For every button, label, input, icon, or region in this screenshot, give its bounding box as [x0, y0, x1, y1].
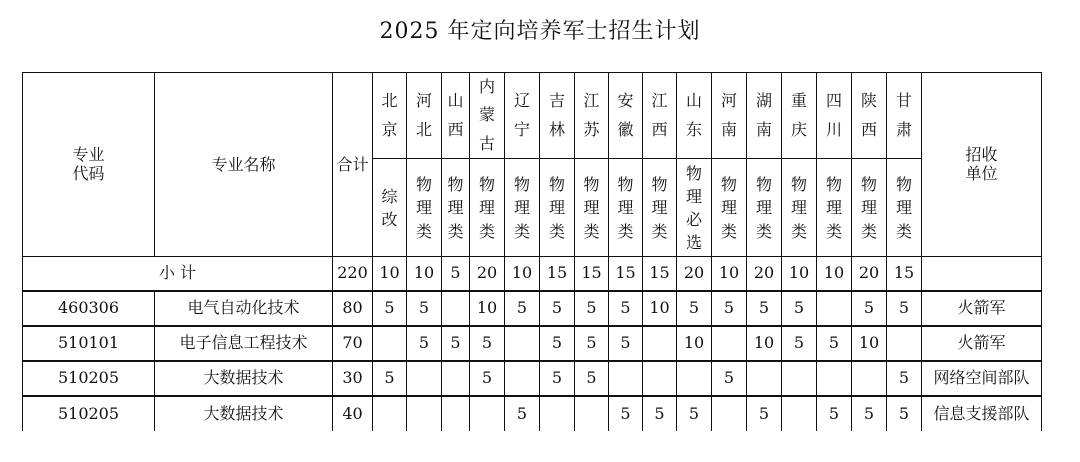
quota-value	[643, 326, 677, 361]
subtotal-value: 20	[747, 257, 782, 291]
header-code	[23, 73, 155, 257]
enrollment-plan-table	[22, 72, 1042, 431]
quota-value: 5	[747, 291, 782, 326]
header-name: 专业名称	[155, 73, 333, 257]
header-subject	[505, 159, 540, 257]
quota-value: 5	[407, 291, 442, 326]
province-name: 吉林	[548, 91, 565, 139]
quota-value	[887, 326, 922, 361]
quota-value	[373, 396, 407, 431]
quota-value	[407, 396, 442, 431]
recruiting-unit: 信息支援部队	[922, 396, 1042, 431]
subject-requirement: 物理类	[755, 175, 772, 241]
header-province	[887, 73, 922, 159]
row-total: 40	[333, 396, 373, 431]
recruiting-unit: 火箭军	[922, 326, 1042, 361]
subject-requirement: 物理类	[895, 175, 912, 241]
quota-value	[609, 361, 643, 396]
quota-value: 5	[407, 326, 442, 361]
header-subject	[575, 159, 609, 257]
quota-value: 10	[470, 291, 505, 326]
header-subject	[540, 159, 575, 257]
quota-value	[643, 361, 677, 396]
quota-value: 5	[887, 396, 922, 431]
header-subject	[609, 159, 643, 257]
subtotal-value: 15	[887, 257, 922, 291]
header-province	[540, 73, 575, 159]
subtotal-value: 15	[609, 257, 643, 291]
major-code: 460306	[23, 291, 155, 326]
quota-value: 5	[505, 396, 540, 431]
quota-value	[747, 361, 782, 396]
province-name: 山西	[447, 91, 464, 139]
header-province	[373, 73, 407, 159]
header-province	[677, 73, 712, 159]
subtotal-value: 20	[852, 257, 887, 291]
quota-value: 5	[442, 326, 470, 361]
quota-value: 5	[505, 291, 540, 326]
subject-requirement: 物理类	[617, 175, 634, 241]
subject-requirement: 物理必选	[685, 163, 702, 253]
quota-value: 10	[643, 291, 677, 326]
major-code: 510101	[23, 326, 155, 361]
quota-value: 5	[373, 291, 407, 326]
quota-value	[712, 326, 747, 361]
header-province	[609, 73, 643, 159]
quota-value: 5	[643, 396, 677, 431]
header-subject	[852, 159, 887, 257]
quota-value: 5	[575, 291, 609, 326]
quota-value	[575, 396, 609, 431]
table-row	[23, 291, 1042, 326]
header-province	[712, 73, 747, 159]
quota-value	[817, 361, 852, 396]
subtotal-value: 10	[712, 257, 747, 291]
table-row	[23, 361, 1042, 396]
quota-value: 5	[712, 361, 747, 396]
header-total: 合计	[333, 73, 373, 257]
header-province	[852, 73, 887, 159]
quota-value	[505, 326, 540, 361]
quota-value: 5	[575, 326, 609, 361]
header-subject	[677, 159, 712, 257]
major-code: 510205	[23, 361, 155, 396]
quota-value: 5	[677, 396, 712, 431]
table-row	[23, 326, 1042, 361]
province-name: 甘肃	[895, 91, 912, 139]
quota-value	[712, 396, 747, 431]
province-name: 重庆	[790, 91, 807, 139]
subject-requirement: 物理类	[548, 175, 565, 241]
subject-requirement: 物理类	[720, 175, 737, 241]
quota-value: 5	[540, 326, 575, 361]
quota-value: 5	[712, 291, 747, 326]
subject-requirement: 物理类	[415, 175, 432, 241]
province-name: 陕西	[860, 91, 877, 139]
header-subject	[407, 159, 442, 257]
province-name: 北京	[381, 91, 398, 139]
quota-value	[540, 396, 575, 431]
quota-value	[677, 361, 712, 396]
header-unit-label: 招收 单位	[965, 145, 998, 183]
quota-value: 5	[782, 326, 817, 361]
major-name: 电子信息工程技术	[155, 326, 333, 361]
header-subject	[747, 159, 782, 257]
subtotal-value: 10	[782, 257, 817, 291]
quota-value: 5	[540, 361, 575, 396]
subtotal-value: 15	[643, 257, 677, 291]
subject-requirement: 物理类	[790, 175, 807, 241]
quota-value: 5	[575, 361, 609, 396]
row-total: 80	[333, 291, 373, 326]
quota-value: 10	[677, 326, 712, 361]
subject-requirement: 物理类	[513, 175, 530, 241]
quota-value: 5	[887, 291, 922, 326]
row-total: 30	[333, 361, 373, 396]
header-subject	[373, 159, 407, 257]
subtotal-value: 10	[505, 257, 540, 291]
major-name: 电气自动化技术	[155, 291, 333, 326]
province-name: 安徽	[617, 91, 634, 139]
table-row	[23, 396, 1042, 431]
subject-requirement: 物理类	[860, 175, 877, 241]
province-name: 江苏	[583, 91, 600, 139]
quota-value	[442, 361, 470, 396]
quota-value: 5	[373, 361, 407, 396]
subject-requirement: 物理类	[478, 175, 495, 241]
subject-requirement: 物理类	[651, 175, 668, 241]
header-province	[782, 73, 817, 159]
quota-value: 5	[817, 326, 852, 361]
province-name: 内蒙古	[478, 77, 495, 153]
subtotal-value: 15	[575, 257, 609, 291]
quota-value	[852, 361, 887, 396]
quota-value: 5	[887, 361, 922, 396]
province-name: 河南	[720, 91, 737, 139]
header-province	[505, 73, 540, 159]
header-subject	[712, 159, 747, 257]
header-subject	[782, 159, 817, 257]
quota-value: 10	[852, 326, 887, 361]
quota-value: 5	[852, 291, 887, 326]
quota-value: 5	[609, 396, 643, 431]
subtotal-unit	[922, 257, 1042, 291]
quota-value	[373, 326, 407, 361]
subject-requirement: 物理类	[583, 175, 600, 241]
header-province	[817, 73, 852, 159]
subtotal-total: 220	[333, 257, 373, 291]
quota-value	[817, 291, 852, 326]
quota-value: 5	[677, 291, 712, 326]
subtotal-value: 10	[373, 257, 407, 291]
header-subject	[442, 159, 470, 257]
quota-value: 5	[470, 361, 505, 396]
quota-value	[782, 396, 817, 431]
header-subject	[887, 159, 922, 257]
quota-value	[782, 361, 817, 396]
header-subject	[817, 159, 852, 257]
header-province	[575, 73, 609, 159]
quota-value	[470, 396, 505, 431]
recruiting-unit: 网络空间部队	[922, 361, 1042, 396]
quota-value	[442, 291, 470, 326]
subject-requirement: 物理类	[447, 175, 464, 241]
subject-requirement: 物理类	[825, 175, 842, 241]
province-name: 四川	[825, 91, 842, 139]
major-code: 510205	[23, 396, 155, 431]
header-province	[442, 73, 470, 159]
quota-value	[505, 361, 540, 396]
quota-value	[442, 396, 470, 431]
quota-value: 5	[470, 326, 505, 361]
major-name: 大数据技术	[155, 396, 333, 431]
subtotal-value: 5	[442, 257, 470, 291]
header-unit	[922, 73, 1042, 257]
header-subject	[470, 159, 505, 257]
row-total: 70	[333, 326, 373, 361]
province-name: 江西	[651, 91, 668, 139]
major-name: 大数据技术	[155, 361, 333, 396]
header-province	[643, 73, 677, 159]
header-province	[747, 73, 782, 159]
subject-requirement: 综改	[381, 186, 398, 229]
header-province	[407, 73, 442, 159]
subtotal-value: 20	[677, 257, 712, 291]
province-name: 山东	[685, 91, 702, 139]
quota-value: 5	[852, 396, 887, 431]
quota-value: 5	[747, 396, 782, 431]
header-province	[470, 73, 505, 159]
quota-value: 5	[782, 291, 817, 326]
header-subject	[643, 159, 677, 257]
subtotal-value: 10	[817, 257, 852, 291]
province-name: 河北	[415, 91, 432, 139]
subtotal-value: 10	[407, 257, 442, 291]
quota-value: 10	[747, 326, 782, 361]
province-name: 辽宁	[513, 91, 530, 139]
quota-value: 5	[609, 291, 643, 326]
quota-value: 5	[609, 326, 643, 361]
quota-value: 5	[540, 291, 575, 326]
quota-value	[407, 361, 442, 396]
recruiting-unit: 火箭军	[922, 291, 1042, 326]
page-title: 2025 年定向培养军士招生计划	[379, 19, 701, 44]
subtotal-value: 15	[540, 257, 575, 291]
province-name: 湖南	[755, 91, 772, 139]
subtotal-label: 小 计	[23, 257, 333, 291]
header-code-label: 专业 代码	[72, 145, 105, 183]
subtotal-value: 20	[470, 257, 505, 291]
quota-value: 5	[817, 396, 852, 431]
